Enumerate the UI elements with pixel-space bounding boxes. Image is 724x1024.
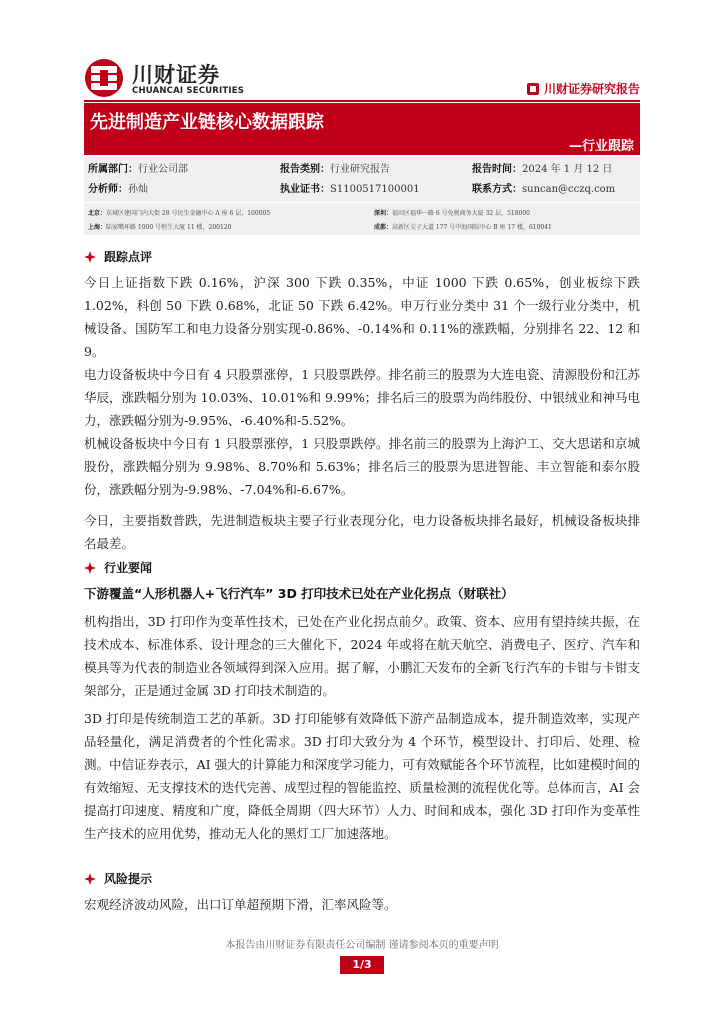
news-headline: 下游覆盖“人形机器人+飞行汽车” 3D 打印技术已处在产业化拐点（财联社）: [84, 586, 514, 601]
meta-contact[interactable]: 联系方式：suncan@cczq.com: [472, 184, 616, 195]
address-shenzhen: 深圳：福田区福华一路 6 号免税商务大厦 32 层，518000: [374, 210, 531, 217]
tracking-paragraph-4: 今日，主要指数普跌，先进制造板块主要子行业表现分化，电力设备板块排名最好，机械设备板块排名最差。: [84, 513, 640, 551]
meta-dept: 所属部门：行业公司部: [88, 164, 188, 175]
company-name-cn: 川财证券: [132, 63, 220, 87]
diamond-bullet-icon: [84, 251, 96, 263]
tracking-paragraph-1: 今日上证指数下跌 0.16%，沪深 300 下跌 0.35%，中证 1000 下跌 0.65%，创业板综下跌 1.02%，科创 50 下跌 0.68%，北证 50 下跌 6.42%。申万行业分类中 31 个一级行业分类中，机械设备、国防军工和电力设备分别实现-0.86%、-0.14%和 0.11%的涨跌幅，分别排名 22、12 和 9。: [84, 275, 640, 359]
report-meta: [84, 157, 640, 202]
section-risk-title: 风险提示: [104, 872, 153, 886]
chuancai-logo-icon: [84, 58, 124, 98]
title-banner: [84, 103, 640, 155]
company-logo: [84, 58, 244, 98]
news-paragraph-1: 机构指出，3D 打印作为变革性技术，已处在产业化拐点前夕。政策、资本、应用有望持续共振，在技术成本、标准体系、设计理念的三大催化下，2024 年或将在航天航空、消费电子、医疗、汽车和模具等为代表的制造业各领域得到深入应用。据了解，小鹏汇天发布的全新飞行汽车的卡钳与卡钳支架部分，正是通过金属 3D 打印技术制造的。: [84, 614, 640, 698]
meta-time: 报告时间：2024 年 1 月 12 日: [472, 164, 613, 175]
page-number: 1/3: [340, 956, 384, 974]
company-name-en: CHUANCAI SECURITIES: [132, 86, 245, 96]
diamond-bullet-icon: [84, 562, 96, 574]
address-beijing: 北京：东城区建国门内大街 28 号民生金融中心 A 座 6 层，100005: [88, 210, 271, 217]
header-divider: [84, 100, 640, 102]
address-chengdu: 成都：高新区交子大道 177 号中海国际中心 B 座 17 楼，610041: [374, 224, 552, 231]
report-title: 先进制造产业链核心数据跟踪: [90, 112, 324, 133]
report-tag-text: 川财证券研究报告: [543, 82, 640, 96]
office-addresses: [84, 203, 640, 235]
meta-cert: 执业证书：S1100517100001: [280, 184, 420, 195]
section-news: [84, 559, 152, 576]
report-icon: [526, 82, 540, 96]
meta-analyst: 分析师：孙灿: [88, 184, 148, 195]
section-tracking: [84, 248, 152, 265]
address-shanghai: 上海：陆家嘴环路 1000 号恒生大厦 11 楼，200120: [88, 224, 232, 231]
tracking-paragraph-2: 电力设备板块中今日有 4 只股票涨停，1 只股票跌停。排名前三的股票为大连电瓷、清源股份和江苏华辰，涨跌幅分别为 10.03%、10.01%和 9.99%；排名后三的股票为尚纬股份、中银绒业和神马电力，涨跌幅分别为-9.95%、-6.40%和-5.52%。: [84, 367, 640, 428]
section-tracking-title: 跟踪点评: [104, 250, 153, 264]
diamond-bullet-icon: [84, 873, 96, 885]
section-risk: [84, 870, 152, 887]
news-paragraph-2: 3D 打印是传统制造工艺的革新。3D 打印能够有效降低下游产品制造成本，提升制造效率，实现产品轻量化，满足消费者的个性化需求。3D 打印大致分为 4 个环节，模型设计、打印后、处理、检测。中信证券表示，AI 强大的计算能力和深度学习能力，可有效赋能各个环节流程，比如建模时间的有效缩短、无支撑技术的迭代完善、成型过程的智能监控、质量检测的流程优化等。总体而言，AI 会提高打印速度、精度和广度，降低全周期（四大环节）人力、时间和成本，强化 3D 打印作为变革性生产技术的应用优势，推动无人化的黑灯工厂加速落地。: [84, 711, 640, 841]
report-subtitle: —行业跟踪: [568, 139, 634, 154]
footer-disclaimer: 本报告由川财证券有限责任公司编制 谨请参阅本页的重要声明: [225, 940, 499, 951]
risk-paragraph: 宏观经济波动风险，出口订单超预期下滑，汇率风险等。: [84, 897, 397, 912]
meta-type: 报告类别：行业研究报告: [280, 164, 390, 175]
report-tag: [526, 80, 640, 97]
section-news-title: 行业要闻: [104, 561, 153, 575]
tracking-paragraph-3: 机械设备板块中今日有 1 只股票涨停，1 只股票跌停。排名前三的股票为上海沪工、交大思诺和京城股份，涨跌幅分别为 9.98%、8.70%和 5.63%；排名后三的股票为思进智能、丰立智能和泰尔股份，涨跌幅分别为-9.98%、-7.04%和-6.67%。: [84, 436, 640, 497]
